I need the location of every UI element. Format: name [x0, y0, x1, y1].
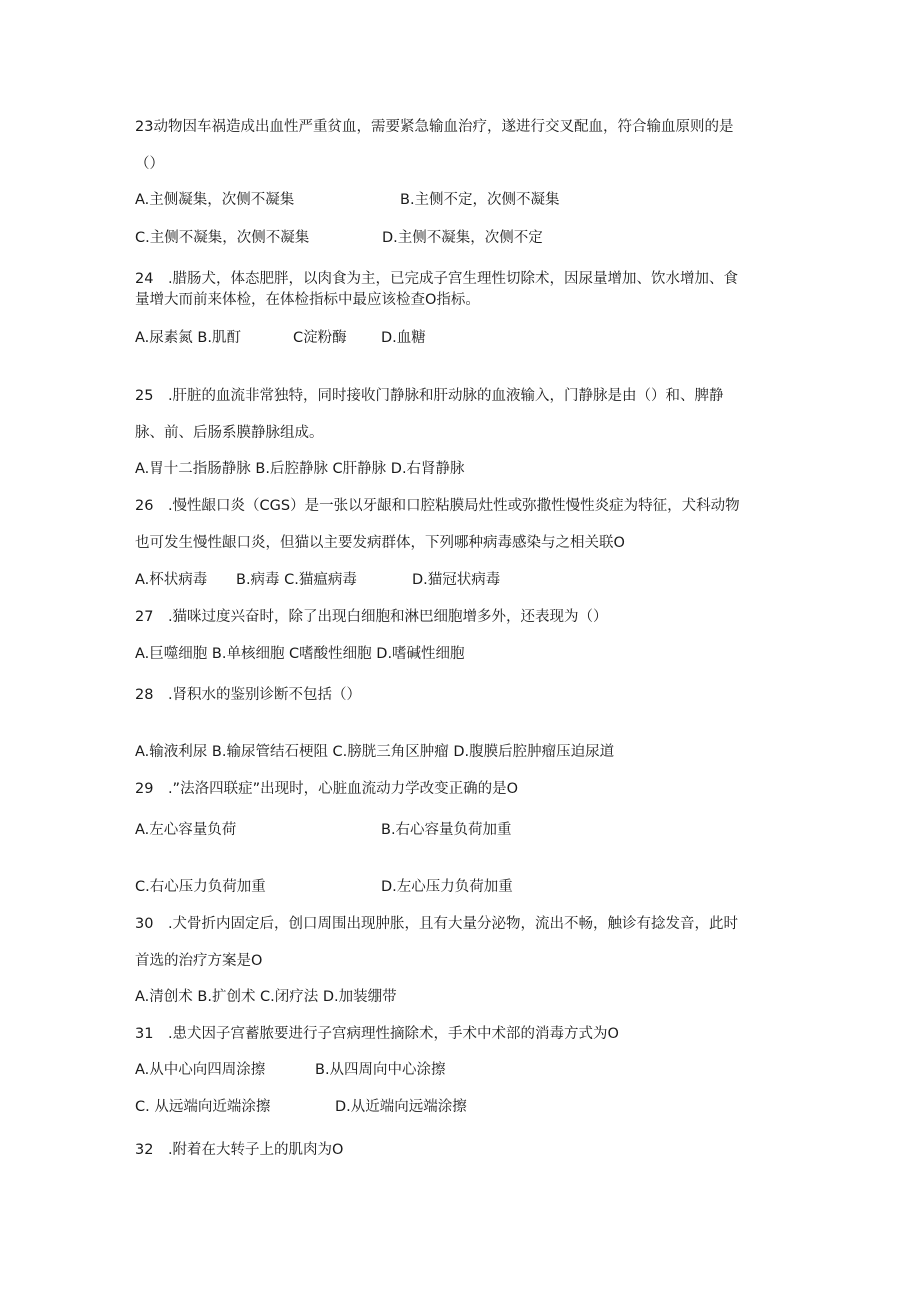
- q24-option-c: C淀粉酶: [293, 330, 347, 346]
- q26-stem-line2: 也可发生慢性龈口炎，但猫以主要发病群体，下列哪种病毒感染与之相关联O: [135, 535, 625, 551]
- q23-option-a: A.主侧凝集，次侧不凝集: [135, 192, 295, 208]
- q29-option-a: A.左心容量负荷: [135, 822, 237, 838]
- q24-option-d: D.血糖: [381, 330, 426, 346]
- q25-options: A.胃十二指肠静脉 B.后腔静脉 C肝静脉 D.右肾静脉: [135, 461, 465, 477]
- q27-options: A.巨噬细胞 B.单核细胞 C嗜酸性细胞 D.嗜碱性细胞: [135, 646, 465, 662]
- q24-stem-line1: 24 .腊肠犬，体态肥胖，以肉食为主，已完成子宫生理性切除术，因尿量增加、饮水增加、食: [135, 271, 739, 287]
- q29-option-c: C.右心压力负荷加重: [135, 879, 266, 895]
- q31-option-d: D.从近端向远端涂擦: [335, 1099, 467, 1115]
- q23-stem-line2: （）: [135, 156, 164, 172]
- q26-stem-line1: 26 .慢性龈口炎（CGS）是一张以牙龈和口腔粘膜局灶性或弥撒性慢性炎症为特征，犬科动物: [135, 498, 740, 514]
- q29-option-b: B.右心容量负荷加重: [381, 822, 512, 838]
- q32-stem: 32 .附着在大转子上的肌肉为O: [135, 1142, 344, 1158]
- q25-stem-line1: 25 .肝脏的血流非常独特，同时接收门静脉和肝动脉的血液输入，门静脉是由（）和、脾静: [135, 388, 724, 404]
- q30-options: A.清创术 B.扩创术 C.闭疗法 D.加装绷带: [135, 989, 397, 1005]
- q26-option-a: A.杯状病毒: [135, 572, 208, 588]
- q25-stem-line2: 脉、前、后肠系膜静脉组成。: [135, 425, 324, 441]
- q31-option-b: B.从四周向中心涂擦: [315, 1062, 446, 1078]
- q27-stem: 27 .猫咪过度兴奋时，除了出现白细胞和淋巴细胞增多外，还表现为（）: [135, 609, 608, 625]
- q23-stem-line1: 23动物因车祸造成出血性严重贫血，需要紧急输血治疗，遂进行交叉配血，符合输血原则的是: [135, 119, 734, 135]
- q31-option-a: A.从中心向四周涂擦: [135, 1062, 266, 1078]
- q23-option-c: C.主侧不凝集，次侧不凝集: [135, 230, 310, 246]
- q24-stem-line2: 量增大而前来体检，在体检指标中最应该检查O指标。: [135, 292, 480, 308]
- q31-stem: 31 .患犬因子宫蓄脓要进行子宫病理性摘除术，手术中术部的消毒方式为O: [135, 1026, 619, 1042]
- q30-stem-line1: 30 .犬骨折内固定后，创口周围出现肿胀，且有大量分泌物，流出不畅，触诊有捻发音，此时: [135, 916, 739, 932]
- q26-option-d: D.猫冠状病毒: [412, 572, 501, 588]
- q29-stem: 29 .”法洛四联症”出现时，心脏血流动力学改变正确的是O: [135, 781, 518, 797]
- q23-option-d: D.主侧不凝集，次侧不定: [382, 230, 543, 246]
- q30-stem-line2: 首选的治疗方案是O: [135, 953, 263, 969]
- q28-options: A.输液利尿 B.输尿管结石梗阻 C.膀胱三角区肿瘤 D.腹膜后腔肿瘤压迫尿道: [135, 744, 615, 760]
- q28-stem: 28 .肾积水的鉴别诊断不包括（）: [135, 687, 362, 703]
- q31-option-c: C. 从远端向近端涂擦: [135, 1099, 271, 1115]
- q29-option-d: D.左心压力负荷加重: [381, 879, 513, 895]
- q24-option-ab: A.尿素氮 B.肌酊: [135, 330, 241, 346]
- q23-option-b: B.主侧不定，次侧不凝集: [400, 192, 560, 208]
- q26-option-bc: B.病毒 C.猫瘟病毒: [236, 572, 357, 588]
